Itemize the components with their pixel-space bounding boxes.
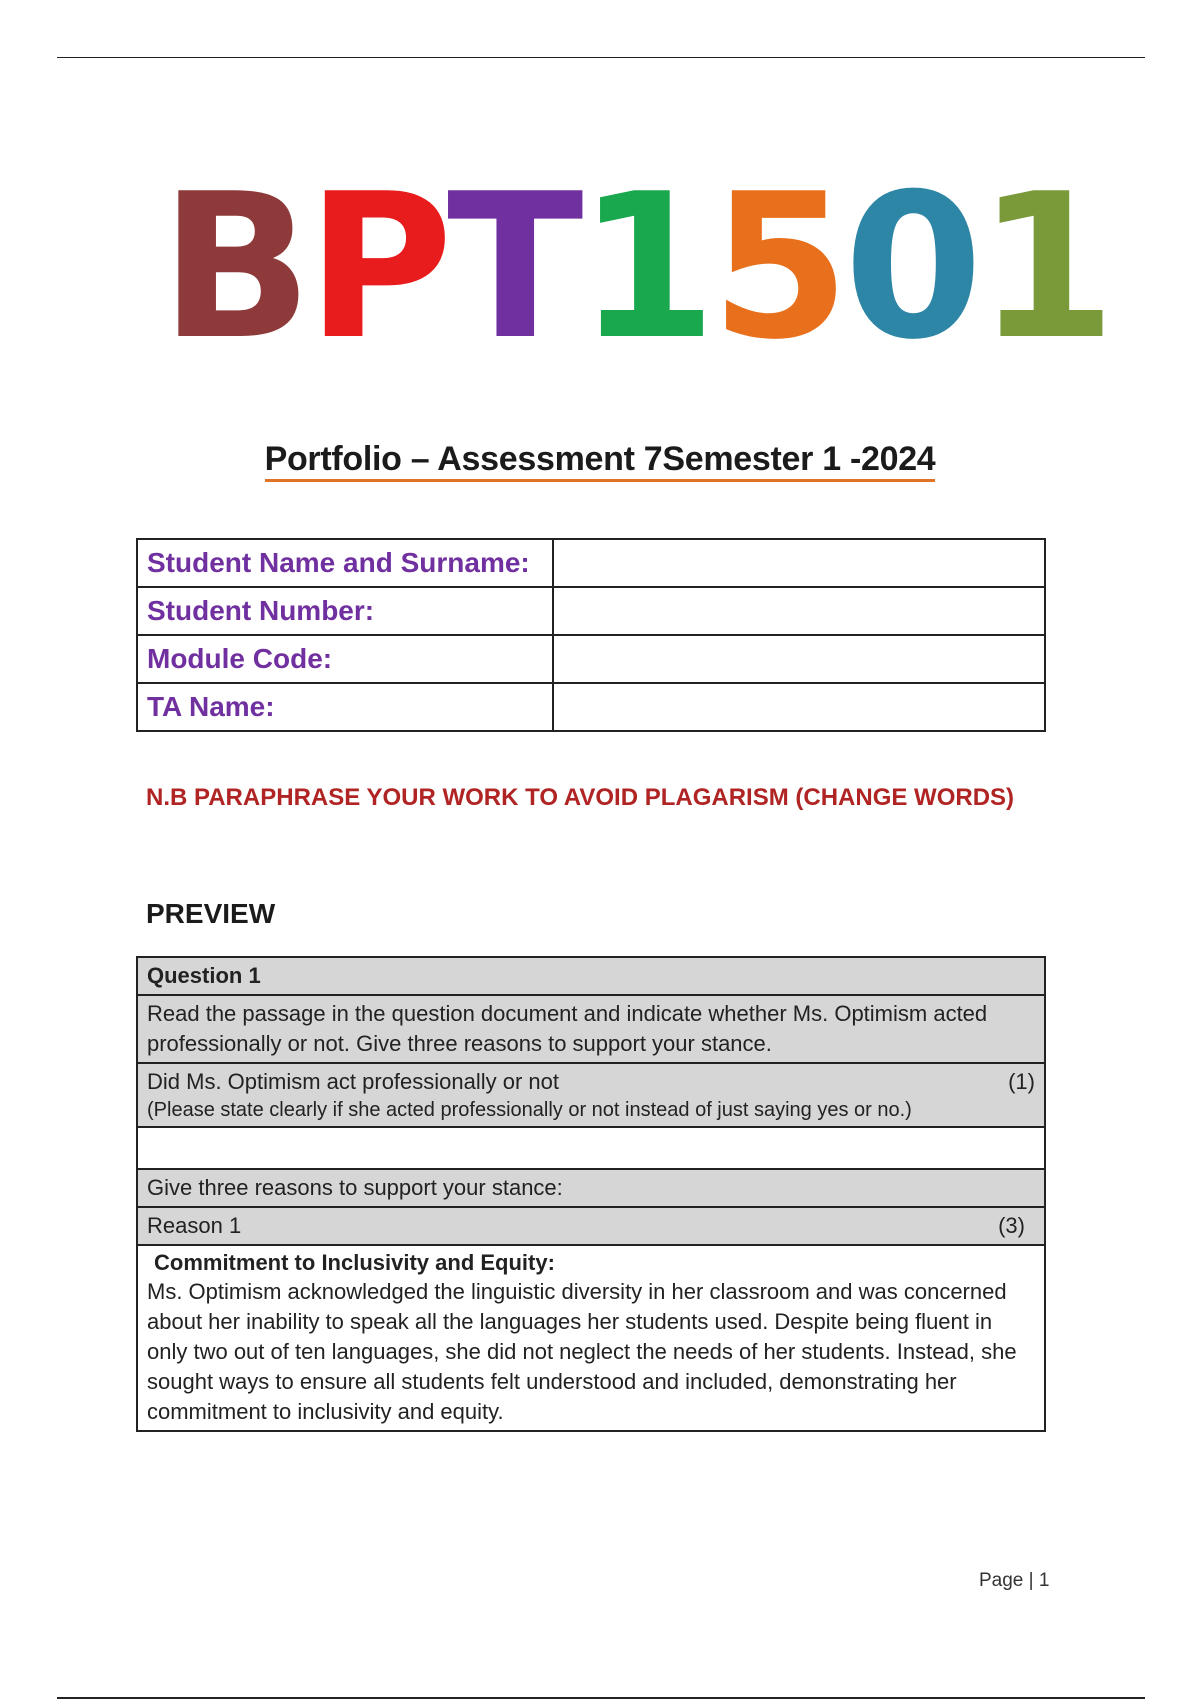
reason-marks: (3) bbox=[998, 1213, 1025, 1238]
answer-text: Ms. Optimism acknowledged the linguistic diversity in her classroom and was concerned about her inability to speak all the languages her students used. Despite being fluent in only two out of ten languages, she did not neglect the needs of her students. Instead, she sought ways to ensure all students felt understood and included, demonstrating her commitment to inclusivity and equity. bbox=[147, 1279, 1017, 1424]
logo-letter: 1 bbox=[977, 151, 1111, 384]
part-a-cell bbox=[137, 1063, 1045, 1127]
part-a-answer-field[interactable] bbox=[137, 1127, 1045, 1169]
student-number-label: Student Number: bbox=[137, 587, 553, 635]
page-number: Page | 1 bbox=[979, 1570, 1050, 1591]
reason-answer bbox=[137, 1245, 1045, 1431]
question-instruction: Read the passage in the question document and indicate whether Ms. Optimism acted professionally or not. Give three reasons to support your stance. bbox=[137, 995, 1045, 1063]
student-info-table bbox=[136, 538, 1046, 732]
document-title-text: Portfolio – Assessment 7Semester 1 -2024 bbox=[265, 440, 936, 482]
part-a-label: Did Ms. Optimism act professionally or not bbox=[147, 1069, 560, 1094]
logo-letter: 0 bbox=[843, 151, 977, 384]
table-row bbox=[137, 1245, 1045, 1431]
reason-label: Reason 1 bbox=[147, 1213, 242, 1238]
top-rule bbox=[57, 57, 1145, 58]
bottom-rule bbox=[57, 1697, 1145, 1699]
table-row bbox=[137, 1169, 1045, 1207]
question-title: Question 1 bbox=[137, 957, 1045, 995]
table-row bbox=[137, 635, 1045, 683]
table-row bbox=[137, 1063, 1045, 1127]
student-name-field[interactable] bbox=[553, 539, 1045, 587]
answer-heading: Commitment to Inclusivity and Equity: bbox=[154, 1250, 555, 1275]
question-table bbox=[136, 956, 1046, 1432]
table-row bbox=[137, 587, 1045, 635]
reason-row bbox=[137, 1207, 1045, 1245]
logo-letter: B bbox=[160, 151, 307, 384]
table-row bbox=[137, 683, 1045, 731]
ta-name-field[interactable] bbox=[553, 683, 1045, 731]
part-a-note: (Please state clearly if she acted professionally or not instead of just saying yes or no.) bbox=[147, 1099, 912, 1121]
table-row bbox=[137, 539, 1045, 587]
table-row bbox=[137, 1127, 1045, 1169]
part-b-label: Give three reasons to support your stance: bbox=[137, 1169, 1045, 1207]
logo-letter: T bbox=[447, 151, 578, 384]
module-code-label: Module Code: bbox=[137, 635, 553, 683]
student-number-field[interactable] bbox=[553, 587, 1045, 635]
logo bbox=[160, 151, 1111, 384]
document-title bbox=[0, 440, 1200, 479]
table-row bbox=[137, 995, 1045, 1063]
logo-letter: P bbox=[306, 151, 448, 384]
student-name-label: Student Name and Surname: bbox=[137, 539, 553, 587]
table-row bbox=[137, 957, 1045, 995]
module-code-field[interactable] bbox=[553, 635, 1045, 683]
ta-name-label: TA Name: bbox=[137, 683, 553, 731]
logo-letter: 5 bbox=[710, 151, 844, 384]
logo-letter: 1 bbox=[577, 151, 711, 384]
table-row bbox=[137, 1207, 1045, 1245]
preview-heading: PREVIEW bbox=[146, 898, 276, 929]
part-a-marks: (1) bbox=[1008, 1069, 1035, 1094]
plagiarism-notice: N.B PARAPHRASE YOUR WORK TO AVOID PLAGARISM (CHANGE WORDS) bbox=[146, 784, 1015, 811]
